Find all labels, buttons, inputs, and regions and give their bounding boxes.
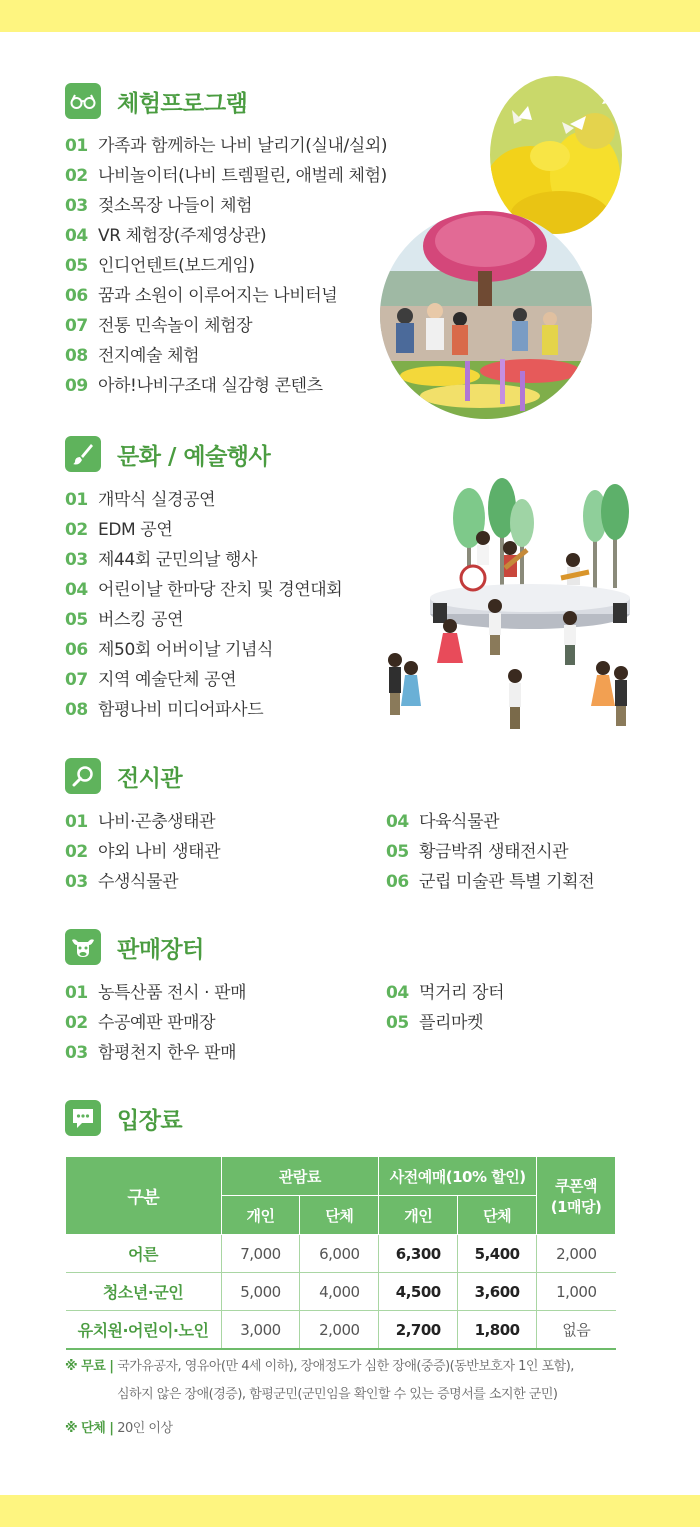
list-item: 02 EDM 공연 bbox=[65, 520, 173, 540]
list-item: 06 군립 미술관 특별 기획전 bbox=[386, 872, 595, 892]
experience-section-title: 체험프로그램 bbox=[117, 90, 248, 117]
list-item: 09 아하!나비구조대 실감형 콘텐츠 bbox=[65, 376, 323, 396]
culture-list bbox=[65, 485, 342, 725]
list-item: 03 제44회 군민의날 행사 bbox=[65, 550, 258, 570]
magnifier-icon bbox=[65, 758, 101, 794]
list-item: 02 야외 나비 생태관 bbox=[65, 842, 221, 862]
top-band bbox=[0, 0, 700, 32]
list-item: 01 나비·곤충생태관 bbox=[65, 812, 216, 832]
festival-crowd-photo bbox=[380, 211, 592, 419]
header-presale: 사전예매(10% 할인) bbox=[379, 1157, 537, 1196]
exhibition-list-left bbox=[65, 807, 220, 897]
list-item: 04 다육식물관 bbox=[386, 812, 500, 832]
list-item: 05 플리마켓 bbox=[386, 1013, 484, 1033]
header-category: 구분 bbox=[66, 1157, 222, 1235]
list-item: 02 수공예판 판매장 bbox=[65, 1013, 216, 1033]
list-item: 03 수생식물관 bbox=[65, 872, 179, 892]
list-item: 02 나비놀이터(나비 트렘펄린, 애벌레 체험) bbox=[65, 166, 387, 186]
header-presale-individual: 개인 bbox=[379, 1196, 458, 1235]
list-item: 07 지역 예술단체 공연 bbox=[65, 670, 237, 690]
list-item: 01 농특산품 전시 · 판매 bbox=[65, 983, 247, 1003]
culture-section-header bbox=[65, 435, 270, 473]
market-list-right bbox=[386, 978, 504, 1038]
concert-illustration bbox=[365, 478, 655, 740]
admission-fee-table bbox=[65, 1156, 616, 1350]
market-section-title: 판매장터 bbox=[117, 936, 204, 963]
admission-section-title: 입장료 bbox=[117, 1107, 183, 1134]
list-item: 04 VR 체험장(주제영상관) bbox=[65, 226, 267, 246]
free-admission-note: ※ 무료 | 국가유공자, 영유아(만 4세 이하), 장애정도가 심한 장애(중증)(동반보호자 1인 포함), bbox=[65, 1359, 574, 1374]
header-fee-individual: 개인 bbox=[221, 1196, 300, 1235]
table-row: 유치원·어린이·노인 3,000 2,000 2,700 1,800 없음 bbox=[66, 1311, 616, 1350]
list-item: 01 가족과 함께하는 나비 날리기(실내/실외) bbox=[65, 136, 388, 156]
list-item: 05 황금박쥐 생태전시관 bbox=[386, 842, 569, 862]
bottom-band bbox=[0, 1495, 700, 1527]
admission-section-header bbox=[65, 1099, 182, 1137]
list-item: 05 인디언텐트(보드게임) bbox=[65, 256, 255, 276]
list-item: 03 젖소목장 나들이 체험 bbox=[65, 196, 253, 216]
header-admission-fee: 관람료 bbox=[221, 1157, 379, 1196]
exhibition-section-title: 전시관 bbox=[117, 765, 183, 792]
group-admission-note: ※ 단체 | 20인 이상 bbox=[65, 1421, 173, 1436]
free-admission-note-continued: 심하지 않은 장애(경증), 함평군민(군민임을 확인할 수 있는 증명서를 소지한 군민) bbox=[117, 1387, 558, 1402]
experience-section-header bbox=[65, 82, 247, 120]
header-fee-group: 단체 bbox=[300, 1196, 379, 1235]
list-item: 08 함평나비 미디어파사드 bbox=[65, 700, 264, 720]
list-item: 03 함평천지 한우 판매 bbox=[65, 1043, 237, 1063]
glasses-icon bbox=[65, 83, 101, 119]
list-item: 08 전지예술 체험 bbox=[65, 346, 200, 366]
cow-icon bbox=[65, 929, 101, 965]
market-list-left bbox=[65, 978, 246, 1068]
header-coupon: 쿠폰액 (1매당) bbox=[537, 1157, 616, 1235]
list-item: 01 개막식 실경공연 bbox=[65, 490, 216, 510]
culture-section-title: 문화 / 예술행사 bbox=[117, 443, 271, 470]
list-item: 04 어린이날 한마당 잔치 및 경연대회 bbox=[65, 580, 343, 600]
header-presale-group: 단체 bbox=[458, 1196, 537, 1235]
list-item: 06 꿈과 소원이 이루어지는 나비터널 bbox=[65, 286, 338, 306]
list-item: 05 버스킹 공연 bbox=[65, 610, 184, 630]
experience-list bbox=[65, 131, 387, 401]
brush-icon bbox=[65, 436, 101, 472]
list-item: 07 전통 민속놀이 체험장 bbox=[65, 316, 253, 336]
butterfly-flower-photo bbox=[490, 76, 622, 234]
table-row: 어른 7,000 6,000 6,300 5,400 2,000 bbox=[66, 1235, 616, 1273]
market-section-header bbox=[65, 928, 204, 966]
list-item: 06 제50회 어버이날 기념식 bbox=[65, 640, 274, 660]
list-item: 04 먹거리 장터 bbox=[386, 983, 505, 1003]
table-row: 청소년·군인 5,000 4,000 4,500 3,600 1,000 bbox=[66, 1273, 616, 1311]
speech-bubble-icon bbox=[65, 1100, 101, 1136]
exhibition-section-header bbox=[65, 757, 182, 795]
exhibition-list-right bbox=[386, 807, 594, 897]
